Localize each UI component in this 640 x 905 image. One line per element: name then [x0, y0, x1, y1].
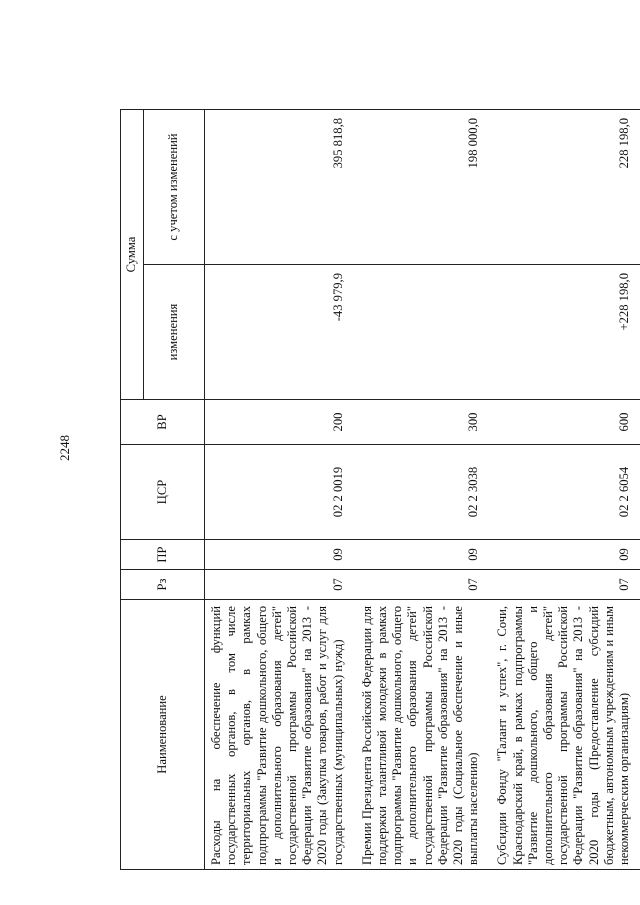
row-csr: 02 2 3038	[356, 445, 492, 540]
budget-table	[120, 109, 640, 870]
table-row	[205, 109, 356, 869]
header-vr: ВР	[121, 400, 205, 445]
header-sum: Сумма	[121, 109, 144, 399]
row-csr: 02 2 6054	[491, 445, 640, 540]
row-vr: 300	[356, 400, 492, 445]
header-csr: ЦСР	[121, 445, 205, 540]
row-name: Субсидии Фонду "Талант и успех", г. Сочи, Краснодарский край, в рамках подпрограммы "Развитие дошкольного, общего и дополнительного образования детей" государственной программы Российской Федерации "Развитие образования" на 2013 - 2020 годы (Предоставление субсидий бюджетным, автономным учреждениям и иным некоммерческим организациям)	[491, 600, 640, 870]
row-rz: 07	[356, 570, 492, 600]
row-with-changes: 198 000,0	[356, 109, 492, 264]
row-rz: 07	[205, 570, 356, 600]
table-row	[356, 109, 492, 869]
row-change: +228 198,0	[491, 265, 640, 400]
header-pr: ПР	[121, 540, 205, 570]
row-pr: 09	[356, 540, 492, 570]
row-pr: 09	[491, 540, 640, 570]
header-name: Наименование	[121, 600, 205, 870]
row-with-changes: 228 198,0	[491, 109, 640, 264]
row-name: Расходы на обеспечение функций государственных органов, в том числе территориальных органов, в рамках подпрограммы "Развитие дошкольного, общего и дополнительного образования детей" государственной программы Российской Федерации "Развитие образования" на 2013 - 2020 годы (Закупка товаров, работ и услуг для государственных (муниципальных) нужд)	[205, 600, 356, 870]
header-rz: Рз	[121, 570, 205, 600]
row-name: Премии Президента Российской Федерации для поддержки талантливой молодежи в рамках подпрограммы "Развитие дошкольного, общего и дополнительного образования детей" государственной программы Российской Федерации "Развитие образования" на 2013 - 2020 годы (Социальное обеспечение и иные выплаты населению)	[356, 600, 492, 870]
row-vr: 600	[491, 400, 640, 445]
row-pr: 09	[205, 540, 356, 570]
row-change	[356, 265, 492, 400]
row-vr: 200	[205, 400, 356, 445]
header-with-changes: с учетом изменений	[144, 109, 205, 264]
table-row	[491, 109, 640, 869]
page-number: 2248	[57, 435, 72, 461]
header-change: изменения	[144, 265, 205, 400]
header-row-top	[121, 109, 144, 869]
row-with-changes: 395 818,8	[205, 109, 356, 264]
row-change: -43 979,9	[205, 265, 356, 400]
row-rz: 07	[491, 570, 640, 600]
row-csr: 02 2 0019	[205, 445, 356, 540]
